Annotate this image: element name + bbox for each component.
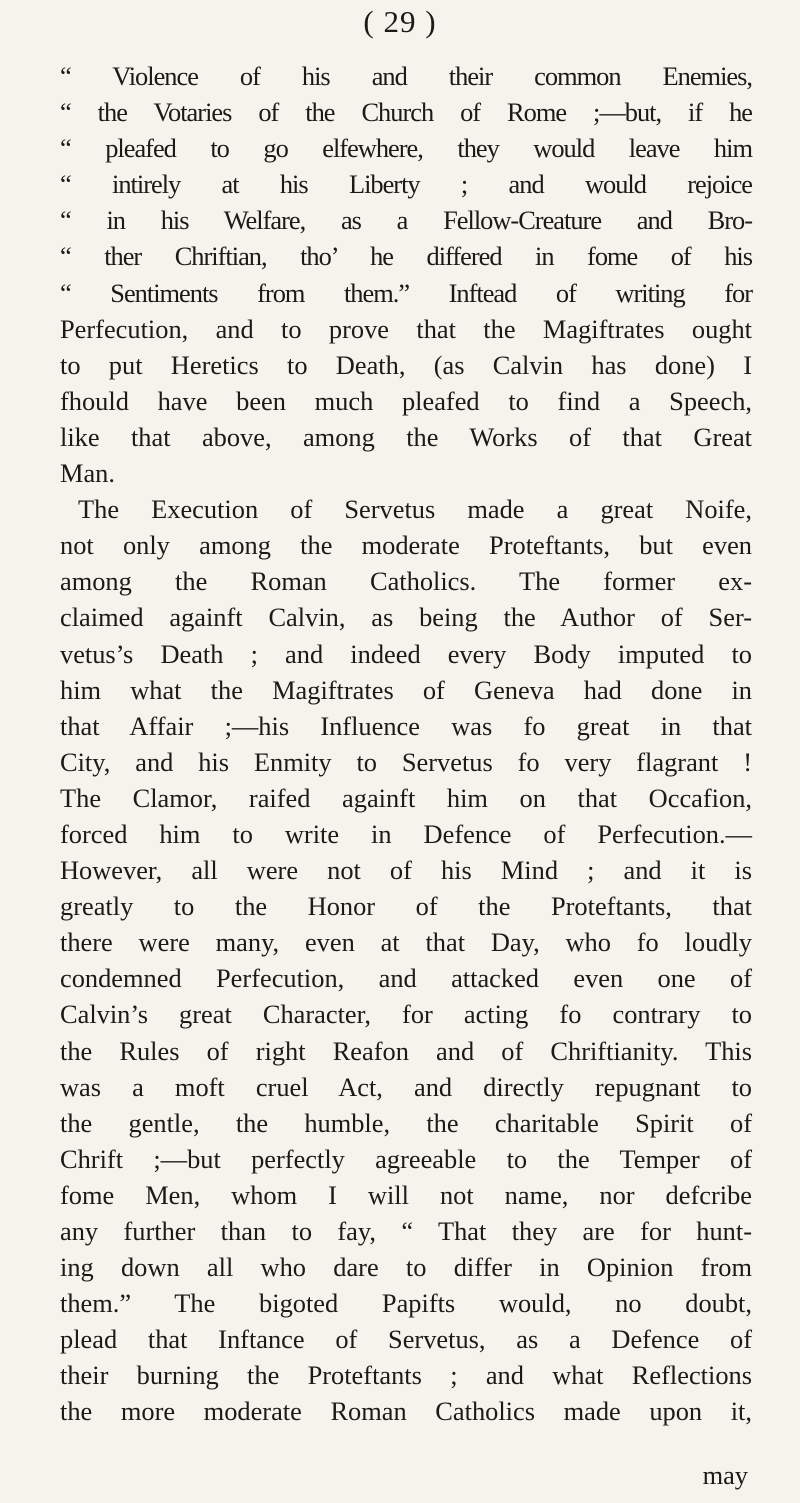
text-line: the more moderate Roman Catholics made upon it, — [60, 1396, 752, 1427]
text-line: The Execution of Servetus made a great Noife, — [78, 494, 752, 525]
text-line: their burning the Proteftants ; and what Reflections — [60, 1360, 752, 1391]
text-line: the Rules of right Reafon and of Chriftianity. This — [60, 1035, 752, 1066]
text-line: them.” The bigoted Papifts would, no doubt, — [60, 1288, 752, 1319]
text-line: among the Roman Catholics. The former ex- — [60, 566, 752, 597]
text-line: him what the Magiftrates of Geneva had done in — [60, 674, 752, 705]
text-line: “ Sentiments from them.” Inftead of writing for — [60, 277, 752, 308]
text-line: “ pleafed to go elfewhere, they would leave him — [60, 133, 752, 164]
text-line: fome Men, whom I will not name, nor defcribe — [60, 1179, 752, 1210]
text-line: that Affair ;—his Influence was fo great in that — [60, 710, 752, 741]
text-line: “ intirely at his Liberty ; and would rejoice — [60, 169, 752, 200]
text-line: Chrift ;—but perfectly agreeable to the Temper of — [60, 1143, 752, 1174]
text-line: forced him to write in Defence of Perfecution.— — [60, 818, 752, 849]
text-line: “ Violence of his and their common Enemies, — [60, 61, 752, 91]
text-line: However, all were not of his Mind ; and it is — [60, 855, 752, 886]
text-line: any further than to fay, “ That they are for hunt- — [60, 1216, 752, 1246]
page-number: ( 29 ) — [363, 4, 437, 39]
text-line: vetus’s Death ; and indeed every Body imputed to — [60, 638, 752, 669]
text-line: there were many, even at that Day, who fo loudly — [60, 927, 752, 958]
catchword: may — [702, 1460, 748, 1490]
text-line: was a moft cruel Act, and directly repugnant to — [60, 1071, 752, 1102]
text-line: to put Heretics to Death, (as Calvin has done) I — [60, 349, 752, 380]
text-line: City, and his Enmity to Servetus fo very flagrant ! — [60, 746, 752, 777]
text-line: Calvin’s great Character, for acting fo contrary to — [60, 999, 752, 1030]
text-line: “ the Votaries of the Church of Rome ;—but, if he — [60, 97, 752, 128]
text-line: plead that Inftance of Servetus, as a Defence of — [60, 1324, 752, 1355]
text-line: “ in his Welfare, as a Fellow-Creature and Bro- — [60, 205, 752, 236]
text-line: fhould have been much pleafed to find a Speech, — [60, 385, 752, 416]
text-line: claimed againft Calvin, as being the Author of Ser- — [60, 602, 752, 633]
text-line: ing down all who dare to differ in Opinion from — [60, 1252, 752, 1283]
text-line: greatly to the Honor of the Proteftants, that — [60, 891, 752, 922]
body-text — [60, 58, 752, 1430]
text-line: Perfecution, and to prove that the Magiftrates ought — [60, 313, 752, 344]
text-line: the gentle, the humble, the charitable Spirit of — [60, 1107, 752, 1138]
text-line: condemned Perfecution, and attacked even one of — [60, 963, 752, 994]
text-line: “ ther Chriftian, tho’ he differed in fome of his — [60, 241, 752, 272]
text-line: not only among the moderate Proteftants, but even — [60, 530, 752, 561]
text-line: The Clamor, raifed againft him on that Occafion, — [60, 782, 752, 813]
text-line: Man. — [60, 458, 115, 489]
text-line: like that above, among the Works of that Great — [60, 421, 752, 452]
